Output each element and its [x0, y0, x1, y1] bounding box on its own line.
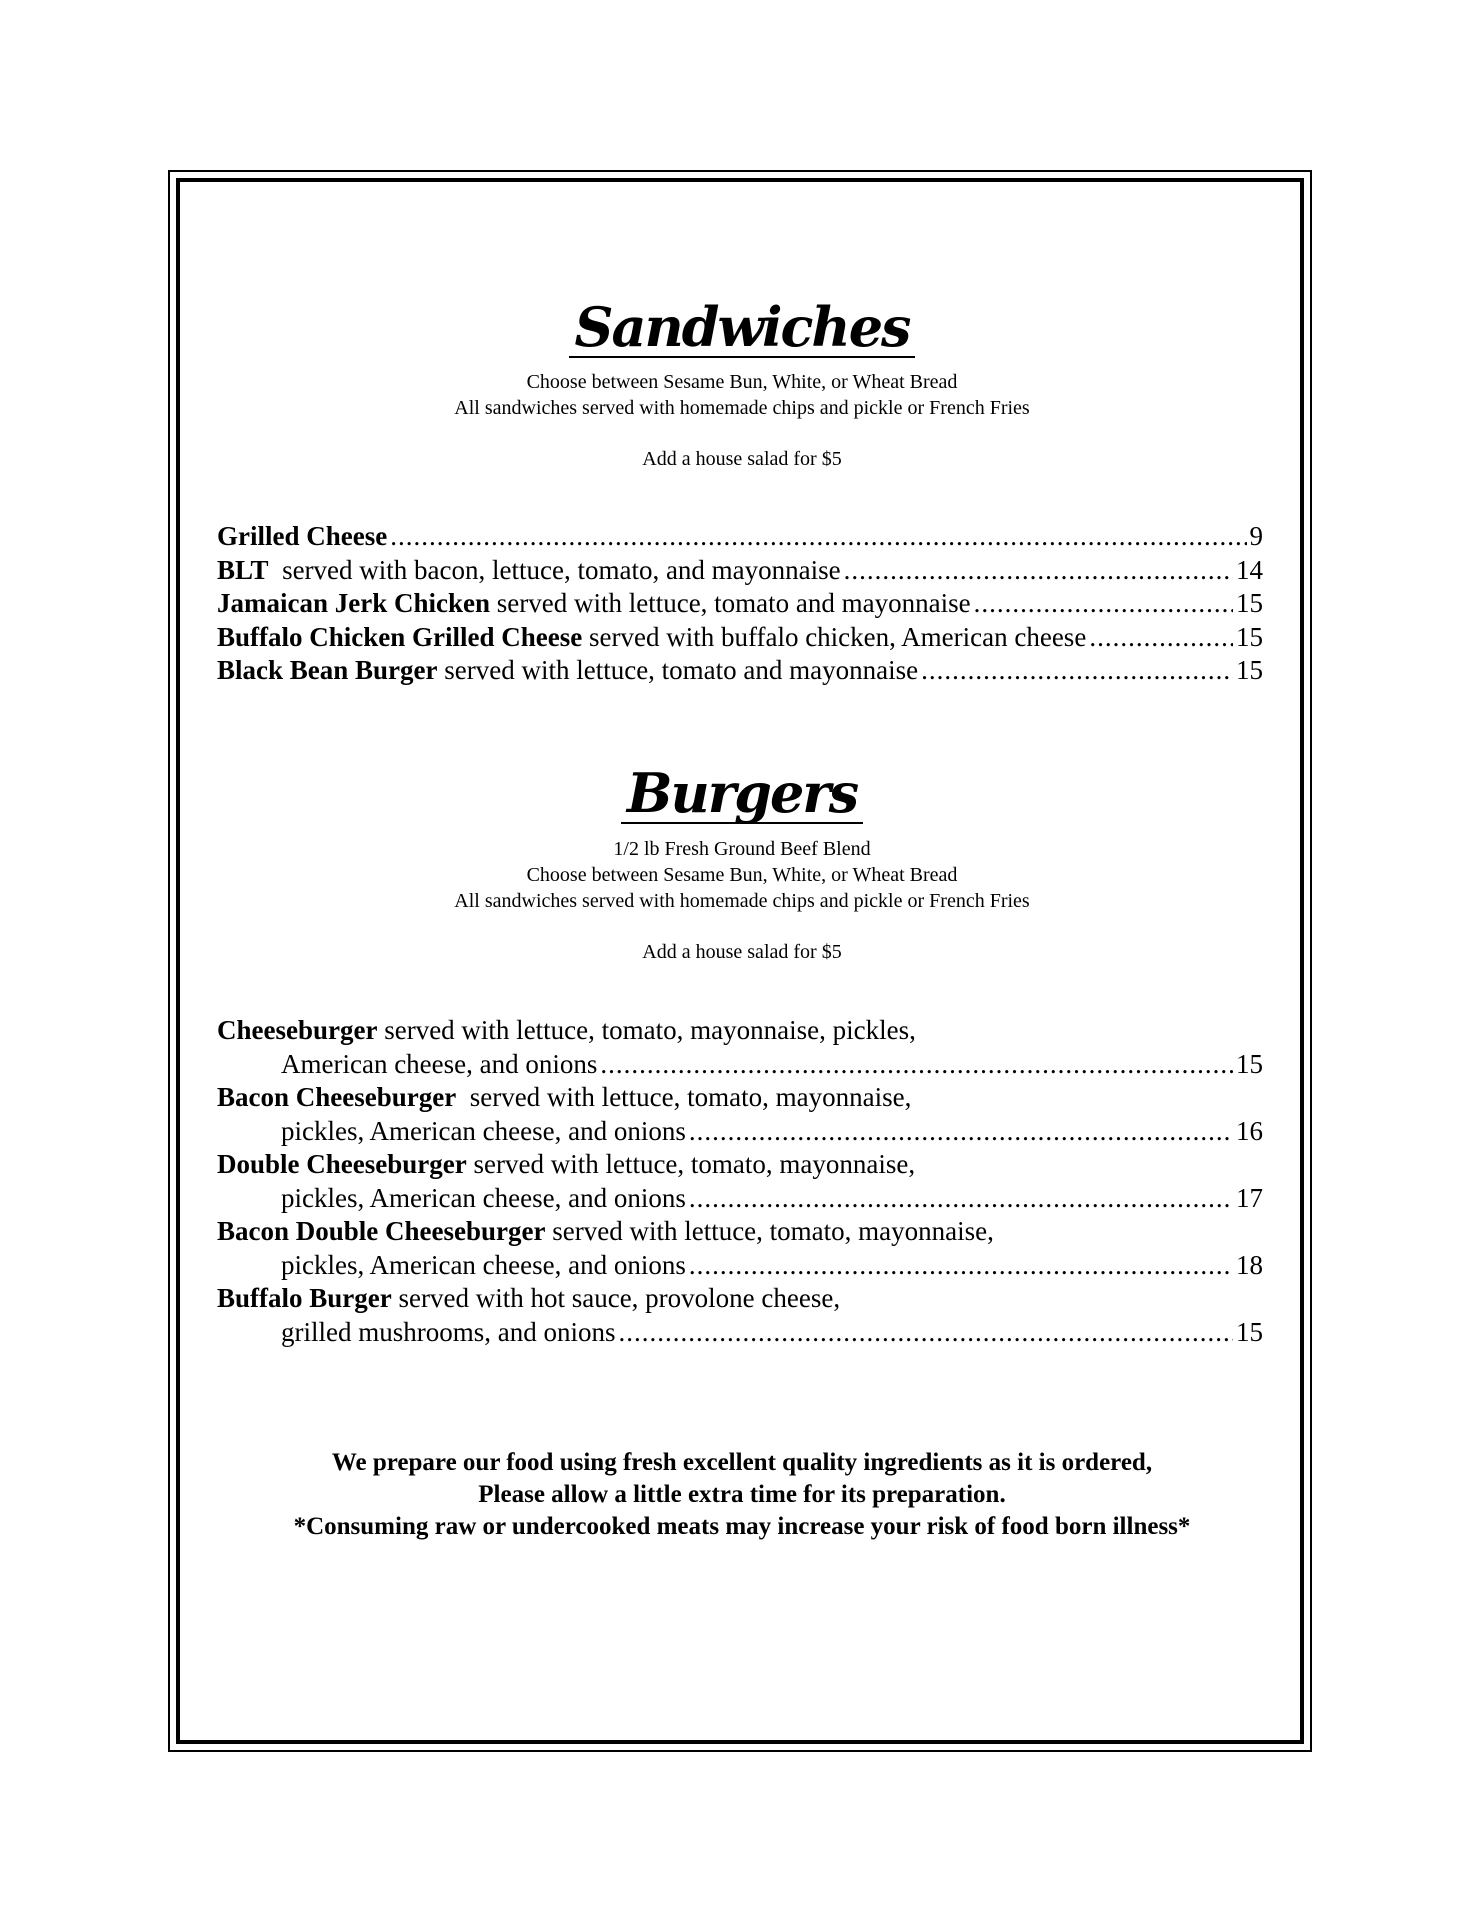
list-item — [217, 621, 1263, 655]
item-description: served with hot sauce, provolone cheese, — [398, 1283, 841, 1313]
item-name: Jamaican Jerk Chicken — [217, 588, 490, 618]
dot-leader — [974, 587, 1233, 621]
item-price: 14 — [1236, 554, 1263, 585]
footer-preparation-note: Please allow a little extra time for its preparation. — [478, 1481, 1006, 1508]
item-description: served with lettuce, tomato, mayonnaise, — [469, 1082, 912, 1112]
sandwiches-title: Sandwiches — [569, 300, 916, 358]
item-name: BLT — [217, 554, 269, 585]
item-price: 18 — [1236, 1249, 1263, 1280]
item-price: 9 — [1249, 521, 1263, 551]
dot-leader — [689, 1115, 1233, 1149]
list-item — [217, 554, 1263, 588]
burgers-sides-note: All sandwiches served with homemade chips and pickle or French Fries — [454, 890, 1030, 912]
item-description: served with lettuce, tomato and mayonnaise — [444, 655, 919, 685]
dot-leader — [1089, 621, 1233, 655]
footer-health-warning: *Consuming raw or undercooked meats may increase your risk of food born illness* — [293, 1513, 1191, 1540]
sandwiches-salad-note: Add a house salad for $5 — [642, 448, 842, 470]
item-description: served with lettuce, tomato, mayonnaise, — [552, 1216, 994, 1246]
sandwiches-sides-note: All sandwiches served with homemade chips and pickle or French Fries — [454, 397, 1030, 419]
item-name: Black Bean Burger — [217, 655, 438, 685]
item-name: Bacon Cheeseburger — [217, 1082, 457, 1112]
burgers-bread-note: Choose between Sesame Bun, White, or Wheat Bread — [526, 864, 958, 886]
item-description-cont: American cheese, and onions — [281, 1048, 598, 1079]
item-description: served with bacon, lettuce, tomato, and mayonnaise — [282, 554, 841, 585]
list-item — [217, 654, 1263, 688]
burgers-salad-note: Add a house salad for $5 — [642, 941, 842, 963]
item-price: 15 — [1236, 1048, 1263, 1079]
sandwiches-heading — [0, 295, 1484, 359]
list-item — [217, 520, 1263, 554]
list-item — [217, 587, 1263, 621]
item-name: Buffalo Burger — [217, 1283, 392, 1313]
item-price: 15 — [1236, 1316, 1263, 1347]
dot-leader — [921, 654, 1233, 688]
item-name: Grilled Cheese — [217, 521, 388, 551]
dot-leader — [844, 554, 1233, 588]
item-name: Bacon Double Cheeseburger — [217, 1216, 546, 1246]
dot-leader — [390, 520, 1246, 554]
item-description: served with lettuce, tomato, mayonnaise, — [473, 1149, 916, 1179]
item-description-cont: grilled mushrooms, and onions — [281, 1316, 616, 1347]
burgers-heading — [0, 761, 1484, 825]
item-price: 15 — [1236, 655, 1263, 685]
item-name: Buffalo Chicken Grilled Cheese — [217, 621, 583, 652]
item-price: 16 — [1236, 1115, 1263, 1146]
burgers-beef-note: 1/2 lb Fresh Ground Beef Blend — [613, 838, 871, 860]
item-price: 17 — [1236, 1182, 1263, 1213]
list-item — [217, 1215, 1263, 1282]
burgers-title: Burgers — [621, 766, 863, 824]
item-description: served with lettuce, tomato, mayonnaise, pickles, — [384, 1015, 916, 1045]
item-name: Double Cheeseburger — [217, 1149, 467, 1179]
item-description: served with lettuce, tomato and mayonnaise — [496, 588, 971, 618]
list-item — [217, 1081, 1263, 1148]
dot-leader — [689, 1249, 1233, 1283]
dot-leader — [600, 1048, 1233, 1082]
item-description: served with buffalo chicken, American cheese — [589, 621, 1087, 652]
list-item — [217, 1282, 1263, 1349]
item-description-cont: pickles, American cheese, and onions — [281, 1249, 686, 1280]
sandwiches-bread-note: Choose between Sesame Bun, White, or Wheat Bread — [526, 371, 958, 393]
burgers-list — [217, 1014, 1263, 1349]
dot-leader — [618, 1316, 1233, 1350]
list-item — [217, 1148, 1263, 1215]
item-description-cont: pickles, American cheese, and onions — [281, 1115, 686, 1146]
dot-leader — [689, 1182, 1233, 1216]
sandwiches-list — [217, 520, 1263, 688]
footer-quality-note: We prepare our food using fresh excellent quality ingredients as it is ordered, — [331, 1449, 1153, 1476]
item-price: 15 — [1236, 588, 1263, 618]
list-item — [217, 1014, 1263, 1081]
item-description-cont: pickles, American cheese, and onions — [281, 1182, 686, 1213]
item-name: Cheeseburger — [217, 1015, 378, 1045]
item-price: 15 — [1236, 621, 1263, 652]
